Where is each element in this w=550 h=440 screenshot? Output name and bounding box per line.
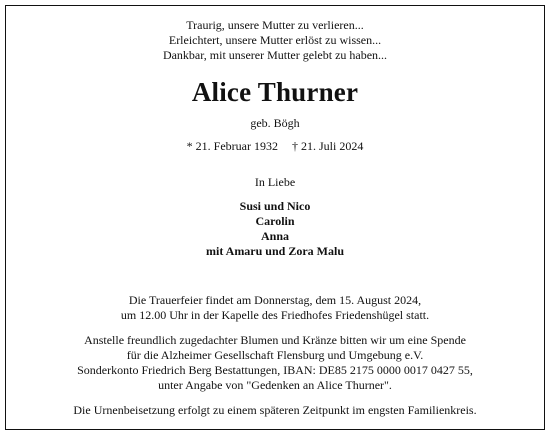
deceased-name: Alice Thurner <box>191 77 359 107</box>
death-date: † 21. Juli 2024 <box>291 139 364 153</box>
donation-line-1: Anstelle freundlich zugedachter Blumen und Kränze bitten wir um eine Spende <box>84 333 466 347</box>
intro-line-1: Traurig, unsere Mutter zu verlieren... <box>186 18 364 32</box>
obituary-notice <box>5 5 545 430</box>
intro-line-3: Dankbar, mit unserer Mutter gelebt zu haben... <box>162 48 388 62</box>
mourners-heading: In Liebe <box>254 175 296 189</box>
ceremony-line-2: um 12.00 Uhr in der Kapelle des Friedhofes Friedenshügel statt. <box>120 308 430 322</box>
mourner-name: mit Amaru und Zora Malu <box>205 244 344 258</box>
life-dates <box>6 139 544 154</box>
intro-line-2: Erleichtert, unsere Mutter erlöst zu wissen... <box>168 33 382 47</box>
mourner-name: Susi und Nico <box>239 199 311 213</box>
birth-date: * 21. Februar 1932 <box>186 139 278 153</box>
mourner-name: Anna <box>260 229 289 243</box>
urn-burial-note: Die Urnenbeisetzung erfolgt zu einem späteren Zeitpunkt im engsten Familienkreis. <box>73 403 477 417</box>
mourner-name: Carolin <box>255 214 295 228</box>
donation-line-3: Sonderkonto Friedrich Berg Bestattungen, IBAN: DE85 2175 0000 0017 0427 55, <box>77 363 473 377</box>
donation-line-2: für die Alzheimer Gesellschaft Flensburg und Umgebung e.V. <box>126 348 424 362</box>
birth-name: geb. Bögh <box>250 116 300 130</box>
donation-line-4: unter Angabe von "Gedenken an Alice Thurner". <box>158 378 392 392</box>
ceremony-line-1: Die Trauerfeier findet am Donnerstag, dem 15. August 2024, <box>128 293 422 307</box>
